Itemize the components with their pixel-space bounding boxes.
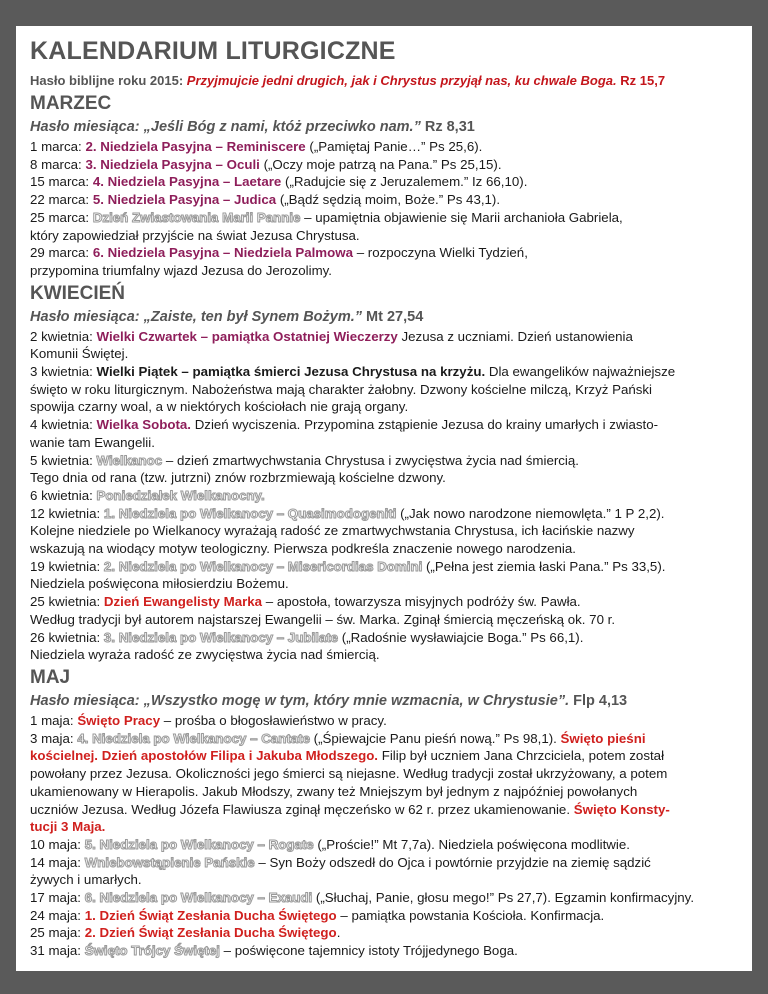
entry-may-8 (30, 942, 738, 960)
entry-name: 3. Niedziela po Wielkanocy – Jubilate (103, 629, 339, 645)
entry-date: 3 maja: (30, 730, 74, 746)
entry-date: 10 maja: (30, 836, 81, 852)
entry-april-8 (30, 593, 738, 628)
entry-text: („Radujcie się z Jeruzalemem.” Iz 66,10). (285, 174, 528, 190)
month-motto-may (30, 691, 738, 712)
year-motto-label: Hasło biblijne roku 2015: (30, 73, 184, 88)
entry-date: 12 kwietnia: (30, 505, 101, 521)
entry-text: Niedziela poświęcona miłosierdziu Bożemu. (30, 576, 289, 592)
entry-april-3 (30, 416, 738, 451)
entry-text: Komunii Świętej. (30, 346, 129, 362)
entry-april-5 (30, 487, 738, 505)
entry-name: 6. Niedziela Pasyjna – Niedziela Palmowa (92, 245, 353, 261)
entry-name: 3. Niedziela Pasyjna – Oculi (85, 156, 260, 172)
month-heading-may: MAJ (30, 666, 71, 688)
entry-april-6 (30, 505, 738, 558)
entry-april-4 (30, 452, 738, 487)
entry-date: 15 marca: (30, 174, 90, 190)
entry-text: Według tradycji był autorem najstarszej Ewangelii – św. Marka. Zginął śmiercią męczeńską ok. 70 r. (30, 611, 616, 627)
entry-date: 2 kwietnia: (30, 328, 93, 344)
entry-text: Dzień wyciszenia. Przypomina zstąpienie Jezusa do krainy umarłych i zwiasto- (194, 417, 659, 433)
entry-text: przypomina triumfalny wjazd Jezusa do Jerozolimy. (30, 262, 333, 278)
entry-holiday: Święto Konsty- (573, 801, 670, 817)
entry-may-4 (30, 854, 738, 889)
entry-text: („Jak nowo narodzone niemowlęta.” 1 P 2,2). (400, 505, 665, 521)
entry-text: („Oczy moje patrzą na Pana.” Ps 25,15). (263, 156, 502, 172)
entry-text: Dla ewangelików najważniejsze (488, 364, 676, 380)
entry-text: („Pełna jest ziemia łaski Pana.” Ps 33,5). (426, 558, 666, 574)
entry-text: („Radośnie wysławiajcie Boga.” Ps 66,1). (341, 629, 584, 645)
entry-march-5 (30, 209, 738, 244)
entry-text: – poświęcone tajemnicy istoty Trójjedynego Boga. (223, 943, 518, 959)
entry-name: Wielkanoc (96, 452, 163, 468)
entry-name: 5. Niedziela po Wielkanocy – Rogate (84, 836, 314, 852)
calendar-page (16, 26, 752, 971)
month-heading-april: KWIECIEŃ (30, 282, 125, 304)
entry-text: – pamiątka powstania Kościoła. Konfirmacja. (340, 907, 605, 923)
entry-name: 4. Niedziela Pasyjna – Laetare (92, 174, 282, 190)
entry-name: 2. Niedziela Pasyjna – Reminiscere (85, 139, 306, 154)
entry-text: („Śpiewajcie Panu pieśń nową.” Ps 98,1). (313, 730, 557, 746)
entry-may-5 (30, 889, 738, 907)
entry-text: spowija czarny woal, a w niektórych kościołach nie grają organy. (30, 399, 409, 415)
month-motto-text: Hasło miesiąca: „Wszystko mogę w tym, który mnie wzmacnia, w Chrystusie”. (30, 692, 570, 709)
entry-name: 6. Niedziela po Wielkanocy – Exaudi (84, 890, 313, 906)
month-motto-text: Hasło miesiąca: „Zaiste, ten był Synem Bożym.” (30, 308, 363, 325)
entry-date: 25 kwietnia: (30, 594, 101, 610)
entry-name: Święto Trójcy Świętej (84, 943, 220, 959)
entry-name: Wniebowstąpienie Pańskie (84, 854, 255, 870)
entry-holiday: Święto pieśni (560, 730, 646, 746)
entry-may-2 (30, 730, 738, 836)
entry-text: – upamiętnia objawienie się Marii archanioła Gabriela, (304, 209, 623, 225)
entry-text: („Pamiętaj Panie…” Ps 25,6). (309, 139, 483, 154)
entry-date: 26 kwietnia: (30, 629, 101, 645)
entry-date: 4 kwietnia: (30, 417, 93, 433)
entry-name: Dzień Ewangelisty Marka (103, 594, 263, 610)
entry-date: 1 marca: (30, 139, 82, 154)
entry-text: Kolejne niedziele po Wielkanocy wyrażają radość ze zmartwychwstania Chrystusa, ich łacińskie nazwy (30, 523, 635, 539)
entry-text: – dzień zmartwychwstania Chrystusa i zwycięstwa życia nad śmiercią. (165, 452, 579, 468)
entry-april-7 (30, 558, 738, 593)
entry-text: powołany przez Jezusa. Okoliczności jego śmierci są niejasne. Według tradycji został ukrzyżowany, a potem (30, 766, 668, 782)
entry-text: święto w roku liturgicznym. Nabożeństwa mają charakter żałobny. Dzwony kościelne milczą, Krzyż Pański (30, 381, 652, 397)
month-motto-april (30, 307, 738, 328)
entry-holiday: tucji 3 Maja. (30, 819, 106, 835)
entry-date: 31 maja: (30, 943, 81, 959)
entry-name: 2. Dzień Świąt Zesłania Ducha Świętego (84, 925, 337, 941)
entry-name: Wielki Czwartek – pamiątka Ostatniej Wieczerzy (96, 328, 398, 344)
entry-march-6 (30, 244, 738, 279)
entry-may-3 (30, 836, 738, 854)
year-motto (30, 72, 738, 90)
month-motto-march (30, 117, 738, 138)
year-motto-text: Przyjmujcie jedni drugich, jak i Chrystus przyjął nas, ku chwale Boga. (186, 73, 617, 88)
entry-text: Niedziela wyraża radość ze zwycięstwa życia nad śmiercią. (30, 647, 380, 663)
entry-text: który zapowiedział przyjście na świat Jezusa Chrystusa. (30, 227, 360, 243)
entry-text: Filip był uczniem Jana Chrzciciela, potem został (381, 748, 665, 764)
entry-name: Wielki Piątek – pamiątka śmierci Jezusa Chrystusa na krzyżu. (96, 364, 486, 380)
entry-march-2 (30, 156, 738, 174)
entry-march-4 (30, 191, 738, 209)
entry-name: 2. Niedziela po Wielkanocy – Misericordias Domini (103, 558, 423, 574)
entry-date: 24 maja: (30, 907, 81, 923)
entry-text: Tego dnia od rana (tzw. jutrzni) znów rozbrzmiewają kościelne dzwony. (30, 470, 446, 486)
entry-name: 5. Niedziela Pasyjna – Judica (92, 192, 277, 208)
entry-march-3 (30, 173, 738, 191)
page-title: KALENDARIUM LITURGICZNE (30, 37, 396, 65)
entry-name: Poniedziałek Wielkanocny. (96, 487, 265, 503)
entry-date: 25 marca: (30, 209, 90, 225)
entry-text: („Bądź sędzią moim, Boże.” Ps 43,1). (279, 192, 501, 208)
entry-holiday: kościelnej. Dzień apostołów Filipa i Jakuba Młodszego. (30, 748, 379, 764)
entry-date: 17 maja: (30, 890, 81, 906)
month-motto-text: Hasło miesiąca: „Jeśli Bóg z nami, któż przeciwko nam.” (30, 119, 421, 135)
entry-name: Dzień Zwiastowania Marii Pannie (92, 209, 301, 225)
entry-text: Jezusa z uczniami. Dzień ustanowienia (401, 328, 633, 344)
entry-name: Święto Pracy (77, 712, 161, 728)
entry-date: 3 kwietnia: (30, 364, 93, 380)
entry-april-1 (30, 328, 738, 363)
month-heading-march: MARZEC (30, 93, 112, 114)
entry-date: 14 maja: (30, 854, 81, 870)
entry-may-7 (30, 924, 738, 942)
entry-text: – rozpoczyna Wielki Tydzień, (356, 245, 528, 261)
entry-name: 1. Dzień Świąt Zesłania Ducha Świętego (84, 907, 337, 923)
entry-date: 25 maja: (30, 925, 81, 941)
entry-text: („Słuchaj, Panie, głosu mego!” Ps 27,7). Egzamin konfirmacyjny. (315, 890, 695, 906)
entry-text: wskazują na wiodący motyw teologiczny. Pierwsza podkreśla znaczenie nowego narodzenia. (30, 541, 576, 557)
month-motto-ref: Flp 4,13 (573, 692, 628, 709)
month-motto-ref: Rz 8,31 (424, 119, 475, 135)
entry-date: 29 marca: (30, 245, 90, 261)
entry-date: 19 kwietnia: (30, 558, 101, 574)
entry-date: 6 kwietnia: (30, 487, 93, 503)
entry-text: – prośba o błogosławieństwo w pracy. (163, 712, 387, 728)
entry-april-9 (30, 629, 738, 664)
entry-march-1 (30, 138, 738, 156)
month-motto-ref: Mt 27,54 (366, 308, 424, 325)
entry-text: . (336, 925, 341, 941)
year-motto-ref: Rz 15,7 (620, 73, 666, 88)
entry-text: żywych i umarłych. (30, 872, 142, 888)
entry-date: 1 maja: (30, 712, 74, 728)
entry-text: wanie tam Ewangelii. (30, 434, 155, 450)
entry-text: ukamienowany w Hierapolis. Jakub Młodszy, zwany też Mniejszym był jednym z najpóźniej powołanych (30, 783, 638, 799)
entry-april-2 (30, 363, 738, 416)
entry-may-1 (30, 712, 738, 730)
entry-date: 8 marca: (30, 156, 82, 172)
entry-name: 4. Niedziela po Wielkanocy – Cantate (77, 730, 310, 746)
entry-text: – Syn Boży odszedł do Ojca i powtórnie przyjdzie na ziemię sądzić (258, 854, 651, 870)
entry-text: uczniów Jezusa. Według Józefa Flawiusza zginął męczeńsko w 62 r. przez ukamienowanie. (30, 801, 571, 817)
entry-date: 5 kwietnia: (30, 452, 93, 468)
entry-text: – apostoła, towarzysza misyjnych podróży św. Pawła. (265, 594, 581, 610)
entry-name: 1. Niedziela po Wielkanocy – Quasimodogeniti (103, 505, 397, 521)
entry-text: („Proście!” Mt 7,7a). Niedziela poświęcona modlitwie. (317, 836, 630, 852)
entry-date: 22 marca: (30, 192, 90, 208)
entry-may-6 (30, 907, 738, 925)
entry-name: Wielka Sobota. (96, 417, 191, 433)
